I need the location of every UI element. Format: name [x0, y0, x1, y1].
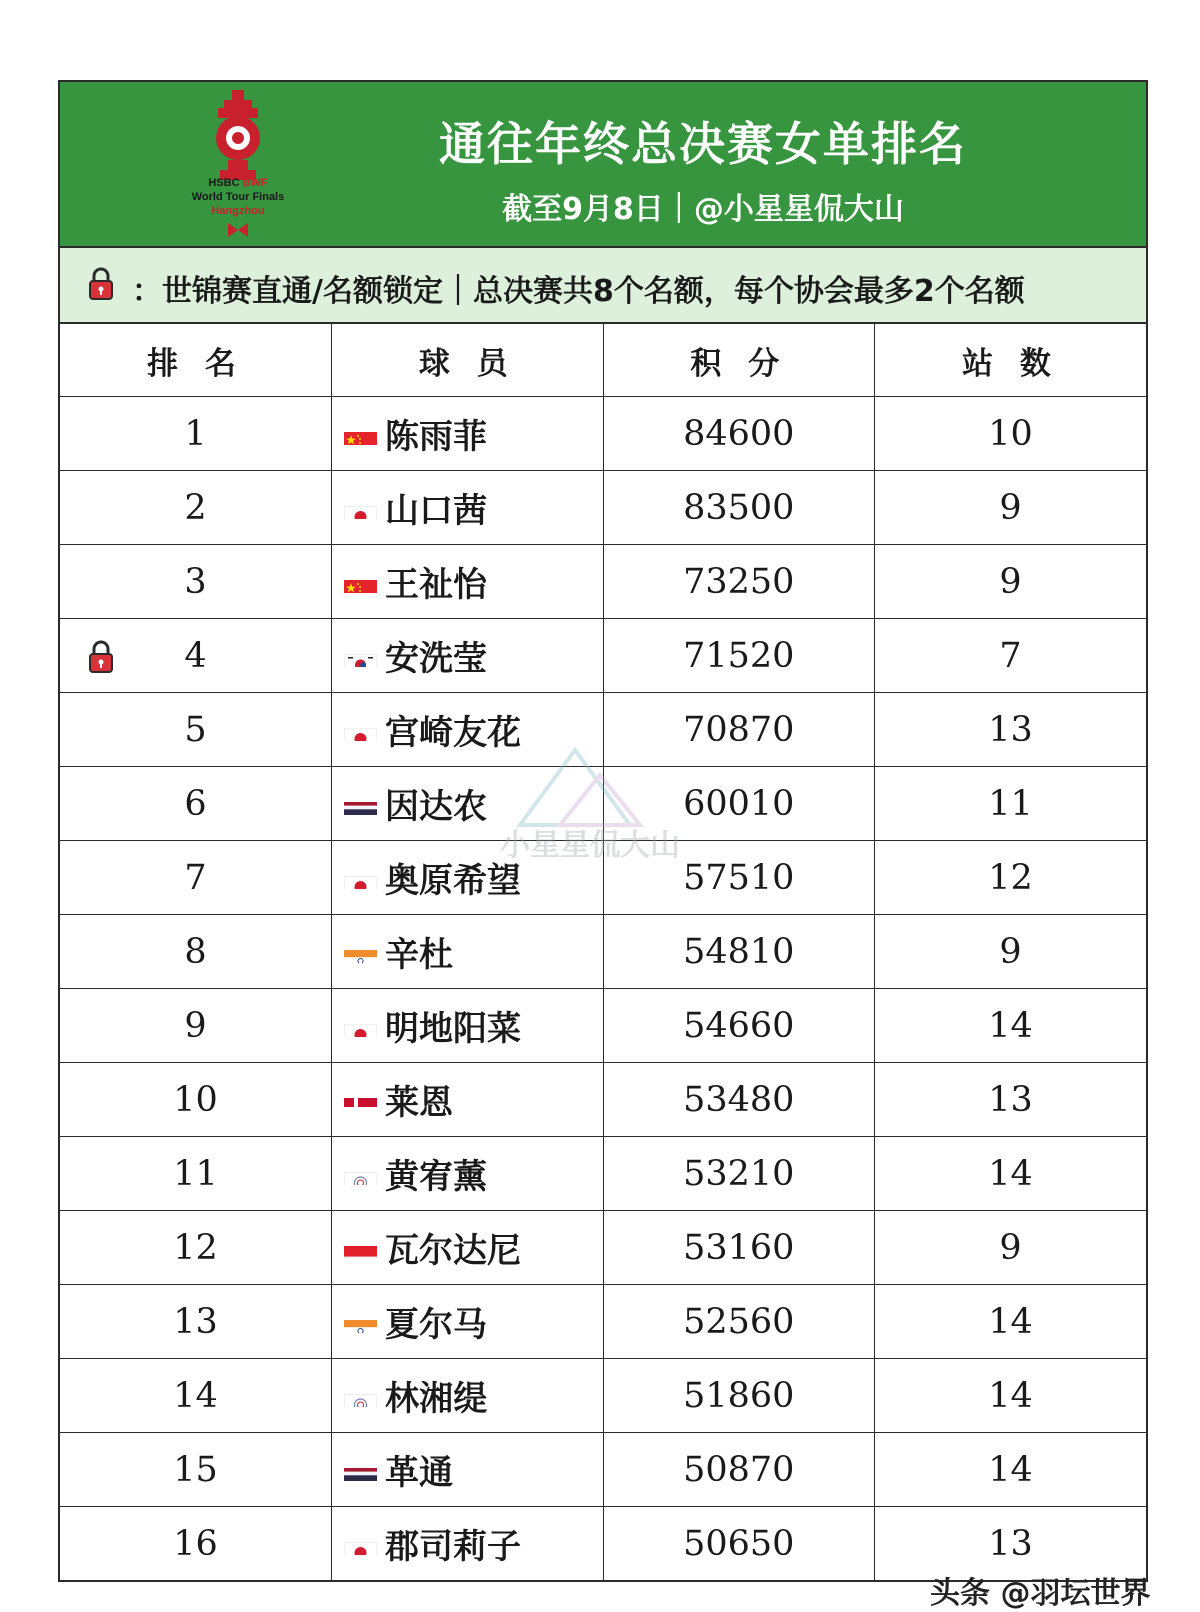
player-cell	[332, 1507, 604, 1581]
rank-cell	[60, 1063, 332, 1137]
player-name: 郡司莉子	[385, 1527, 521, 1567]
watermark-text: 小星星侃大山	[500, 828, 680, 863]
player-name: 林湘缇	[385, 1379, 487, 1419]
player-name: 夏尔马	[385, 1305, 487, 1345]
lock-icon	[88, 640, 114, 683]
rank-cell	[60, 915, 332, 989]
player-name: 黄宥薰	[385, 1157, 487, 1197]
events-cell: 9	[875, 471, 1147, 545]
events-cell: 14	[875, 989, 1147, 1063]
rank-value: 10	[173, 1079, 218, 1120]
events-cell: 14	[875, 1359, 1147, 1433]
rank-cell	[60, 989, 332, 1063]
player-name: 奥原希望	[385, 861, 521, 901]
player-cell	[332, 471, 604, 545]
rank-cell	[60, 767, 332, 841]
table-row	[60, 1137, 1146, 1211]
rank-cell	[60, 1359, 332, 1433]
points-cell: 52560	[603, 1285, 875, 1359]
table-row	[60, 1433, 1146, 1507]
rank-cell	[60, 619, 332, 693]
column-header-player: 球 员	[332, 324, 604, 397]
chinese-taipei-flag-icon	[344, 1163, 377, 1185]
table-row	[60, 1063, 1146, 1137]
rank-value: 14	[173, 1375, 218, 1416]
india-flag-icon	[344, 1311, 377, 1333]
legend-note	[60, 248, 1146, 324]
events-cell: 10	[875, 397, 1147, 471]
events-cell: 14	[875, 1285, 1147, 1359]
corner-watermark: 头条 @羽坛世界	[930, 1576, 1151, 1611]
chinese-taipei-flag-icon	[344, 1385, 377, 1407]
events-cell: 13	[875, 693, 1147, 767]
events-cell: 11	[875, 767, 1147, 841]
rank-cell	[60, 397, 332, 471]
rank-value: 8	[184, 931, 207, 972]
thailand-flag-icon	[344, 1459, 377, 1481]
events-cell: 9	[875, 1211, 1147, 1285]
player-cell	[332, 841, 604, 915]
table-header-row	[60, 324, 1146, 397]
points-cell: 50650	[603, 1507, 875, 1581]
points-cell: 53160	[603, 1211, 875, 1285]
player-name: 山口茜	[385, 491, 487, 531]
table-row	[60, 619, 1146, 693]
logo-finals: World Tour Finals	[191, 191, 285, 203]
rank-cell	[60, 1211, 332, 1285]
logo-bwf: BWF	[242, 177, 268, 189]
points-cell: 54660	[603, 989, 875, 1063]
indonesia-flag-icon	[344, 1237, 377, 1259]
rank-cell	[60, 841, 332, 915]
table-row	[60, 1285, 1146, 1359]
player-name: 莱恩	[385, 1083, 453, 1123]
rank-cell	[60, 1285, 332, 1359]
china-flag-icon	[344, 571, 377, 593]
player-cell	[332, 397, 604, 471]
points-cell: 70870	[603, 693, 875, 767]
player-cell	[332, 989, 604, 1063]
points-cell: 71520	[603, 619, 875, 693]
events-cell: 14	[875, 1433, 1147, 1507]
events-cell: 13	[875, 1063, 1147, 1137]
page-title: 通往年终总决赛女单排名	[439, 117, 967, 171]
table-row	[60, 693, 1146, 767]
page-subtitle: 截至9月8日｜@小星星侃大山	[502, 192, 904, 227]
logo-hsbc: HSBC	[208, 177, 240, 189]
player-cell	[332, 1211, 604, 1285]
player-cell	[332, 545, 604, 619]
rank-value: 16	[173, 1523, 218, 1564]
table-row	[60, 545, 1146, 619]
table-row	[60, 989, 1146, 1063]
rank-value: 15	[173, 1449, 218, 1490]
table-row	[60, 1359, 1146, 1433]
player-name: 辛杜	[385, 935, 453, 975]
points-cell: 51860	[603, 1359, 875, 1433]
rank-value: 4	[184, 635, 207, 676]
rank-value: 7	[184, 857, 207, 898]
events-cell: 13	[875, 1507, 1147, 1581]
player-name: 明地阳菜	[385, 1009, 521, 1049]
rank-cell	[60, 1507, 332, 1581]
column-header-points: 积 分	[603, 324, 875, 397]
points-cell: 50870	[603, 1433, 875, 1507]
events-cell: 9	[875, 545, 1147, 619]
points-cell: 53480	[603, 1063, 875, 1137]
thailand-flag-icon	[344, 793, 377, 815]
player-name: 宫崎友花	[385, 713, 521, 753]
player-cell	[332, 767, 604, 841]
rank-value: 9	[184, 1005, 207, 1046]
japan-flag-icon	[344, 867, 377, 889]
table-row	[60, 841, 1146, 915]
events-cell: 9	[875, 915, 1147, 989]
rank-value: 3	[184, 561, 207, 602]
rank-cell	[60, 1137, 332, 1211]
table-row	[60, 1211, 1146, 1285]
points-cell: 83500	[603, 471, 875, 545]
player-cell	[332, 915, 604, 989]
rank-value: 6	[184, 783, 207, 824]
player-name: 安洗莹	[385, 639, 487, 679]
rank-value: 2	[184, 487, 207, 528]
legend-text: ：世锦赛直通/名额锁定｜总决赛共8个名额，每个协会最多2个名额	[132, 274, 1025, 309]
player-cell	[332, 693, 604, 767]
table-row	[60, 471, 1146, 545]
column-header-rank: 排 名	[60, 324, 332, 397]
korea-flag-icon	[344, 645, 377, 667]
points-cell: 60010	[603, 767, 875, 841]
japan-flag-icon	[344, 1533, 377, 1555]
player-name: 瓦尔达尼	[385, 1231, 521, 1271]
player-cell	[332, 1433, 604, 1507]
rank-value: 12	[173, 1227, 218, 1268]
points-cell: 57510	[603, 841, 875, 915]
rank-value: 13	[173, 1301, 218, 1342]
rank-value: 11	[173, 1153, 218, 1194]
header-banner	[60, 82, 1146, 248]
player-cell	[332, 1285, 604, 1359]
japan-flag-icon	[344, 497, 377, 519]
events-cell: 7	[875, 619, 1147, 693]
points-cell: 84600	[603, 397, 875, 471]
player-name: 革通	[385, 1453, 453, 1493]
table-row	[60, 397, 1146, 471]
ranking-table	[60, 324, 1146, 1580]
denmark-flag-icon	[344, 1089, 377, 1111]
lock-icon	[88, 267, 114, 301]
rank-cell	[60, 545, 332, 619]
japan-flag-icon	[344, 719, 377, 741]
player-cell	[332, 1359, 604, 1433]
ranking-sheet	[58, 80, 1148, 1582]
rank-cell	[60, 1433, 332, 1507]
rank-cell	[60, 693, 332, 767]
events-cell: 14	[875, 1137, 1147, 1211]
rank-value: 5	[184, 709, 207, 750]
events-cell: 12	[875, 841, 1147, 915]
column-header-events: 站 数	[875, 324, 1147, 397]
rank-cell	[60, 471, 332, 545]
points-cell: 54810	[603, 915, 875, 989]
points-cell: 73250	[603, 545, 875, 619]
china-flag-icon	[344, 423, 377, 445]
player-cell	[332, 1063, 604, 1137]
player-name: 王祉怡	[385, 565, 487, 605]
player-cell	[332, 619, 604, 693]
points-cell: 53210	[603, 1137, 875, 1211]
player-cell	[332, 1137, 604, 1211]
player-name: 因达农	[385, 787, 487, 827]
india-flag-icon	[344, 941, 377, 963]
player-name: 陈雨菲	[385, 417, 487, 457]
logo-city: Hangzhou	[211, 205, 265, 217]
table-row	[60, 767, 1146, 841]
table-row	[60, 915, 1146, 989]
rank-value: 1	[184, 413, 207, 454]
japan-flag-icon	[344, 1015, 377, 1037]
